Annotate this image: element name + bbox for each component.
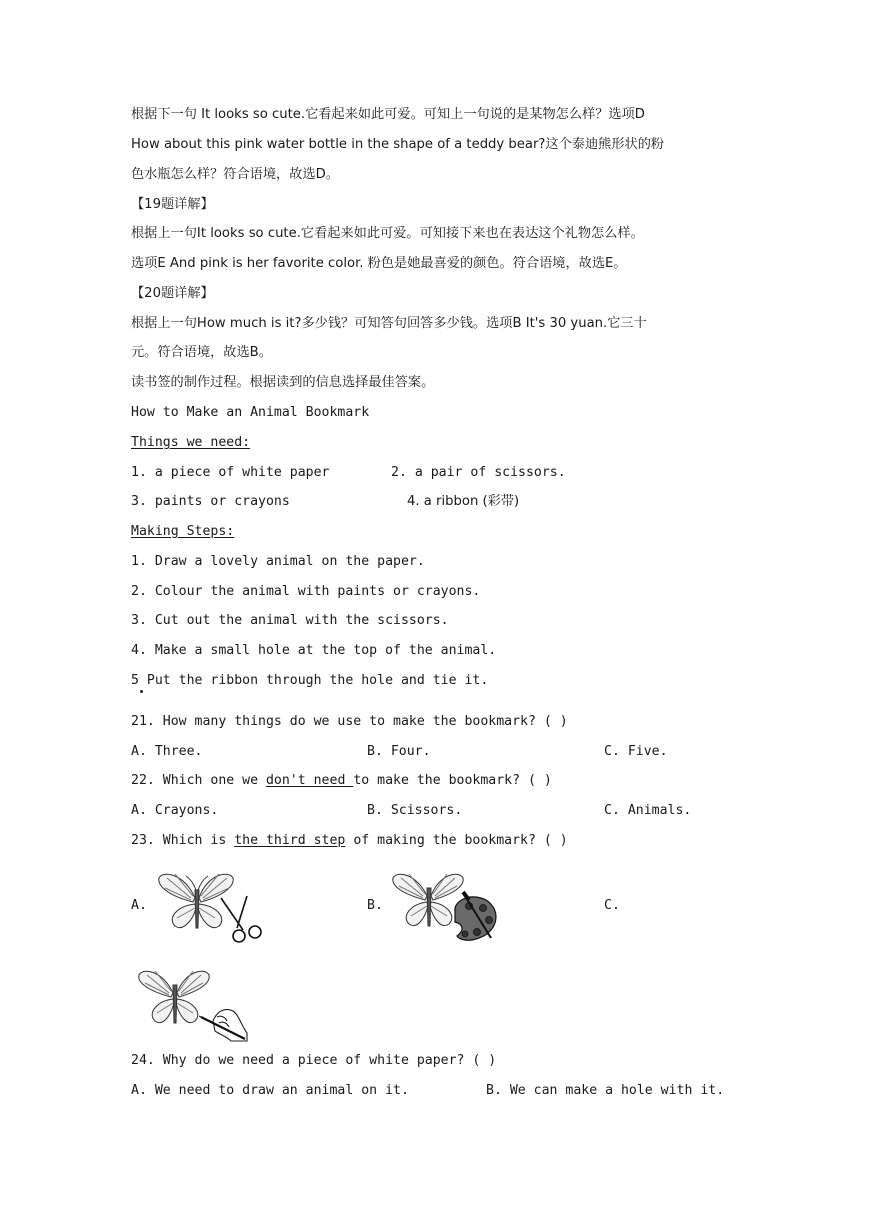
option-b: B. We can make a hole with it. bbox=[486, 1083, 725, 1098]
butterfly-with-paint-palette-icon bbox=[391, 868, 503, 950]
question-text: 23. Which is bbox=[131, 833, 235, 848]
section-heading-20: 【20题详解】 bbox=[131, 286, 214, 301]
question-text: to make the bookmark? ( ) bbox=[353, 773, 552, 788]
option-c: C. Animals. bbox=[604, 803, 692, 818]
option-c: C. bbox=[604, 898, 620, 913]
step-item: 5 Put the ribbon through the hole and tie it. bbox=[131, 673, 489, 688]
explanation-line: 根据上一句It looks so cute.它看起来如此可爱。可知接下来也在表达这个礼物怎么样。 bbox=[131, 226, 644, 241]
things-heading: Things we need: bbox=[131, 435, 251, 450]
step-item: 3. Cut out the animal with the scissors. bbox=[131, 613, 449, 628]
option-b: B. Four. bbox=[367, 744, 431, 759]
explanation-line: 元。符合语境，故选B。 bbox=[131, 345, 272, 360]
underlined-phrase: the third step bbox=[234, 833, 346, 848]
butterfly-with-hand-drawing-icon bbox=[135, 965, 250, 1043]
stray-dot bbox=[140, 690, 143, 693]
explanation-line: 色水瓶怎么样？符合语境，故选D。 bbox=[131, 167, 339, 182]
explanation-line: 根据下一句 It looks so cute.它看起来如此可爱。可知上一句说的是某物怎么样？选项D bbox=[131, 107, 645, 122]
butterfly-with-scissors-icon bbox=[155, 868, 265, 946]
thing-item: 4. a ribbon (彩带) bbox=[407, 494, 520, 509]
explanation-line: How about this pink water bottle in the shape of a teddy bear?这个泰迪熊形状的粉 bbox=[131, 137, 665, 152]
reading-instruction: 读书签的制作过程。根据读到的信息选择最佳答案。 bbox=[131, 375, 435, 390]
option-a: A. bbox=[131, 898, 147, 913]
passage-title: How to Make an Animal Bookmark bbox=[131, 405, 370, 420]
underlined-phrase: don't need bbox=[265, 773, 354, 788]
thing-item: 2. a pair of scissors. bbox=[391, 465, 566, 480]
question-22 bbox=[131, 772, 552, 790]
option-a: A. We need to draw an animal on it. bbox=[131, 1083, 409, 1098]
step-item: 1. Draw a lovely animal on the paper. bbox=[131, 554, 425, 569]
explanation-line: 选项E And pink is her favorite color. 粉色是她最喜爱的颜色。符合语境，故选E。 bbox=[131, 256, 627, 271]
option-a: A. Three. bbox=[131, 744, 203, 759]
explanation-line: 根据上一句How much is it?多少钱？可知答句回答多少钱。选项B It's 30 yuan.它三十 bbox=[131, 316, 647, 331]
question-24: 24. Why do we need a piece of white paper? ( ) bbox=[131, 1053, 497, 1068]
step-item: 2. Colour the animal with paints or crayons. bbox=[131, 584, 481, 599]
step-item: 4. Make a small hole at the top of the animal. bbox=[131, 643, 497, 658]
option-b: B. Scissors. bbox=[367, 803, 463, 818]
thing-item: 3. paints or crayons bbox=[131, 494, 290, 509]
question-23 bbox=[131, 832, 568, 850]
option-c: C. Five. bbox=[604, 744, 668, 759]
question-21: 21. How many things do we use to make the bookmark? ( ) bbox=[131, 714, 568, 729]
option-b: B. bbox=[367, 898, 383, 913]
steps-heading: Making Steps: bbox=[131, 524, 235, 539]
section-heading-19: 【19题详解】 bbox=[131, 197, 214, 212]
option-a: A. Crayons. bbox=[131, 803, 219, 818]
question-text: of making the bookmark? ( ) bbox=[345, 833, 568, 848]
thing-item: 1. a piece of white paper bbox=[131, 465, 330, 480]
question-text: 22. Which one we bbox=[131, 773, 266, 788]
